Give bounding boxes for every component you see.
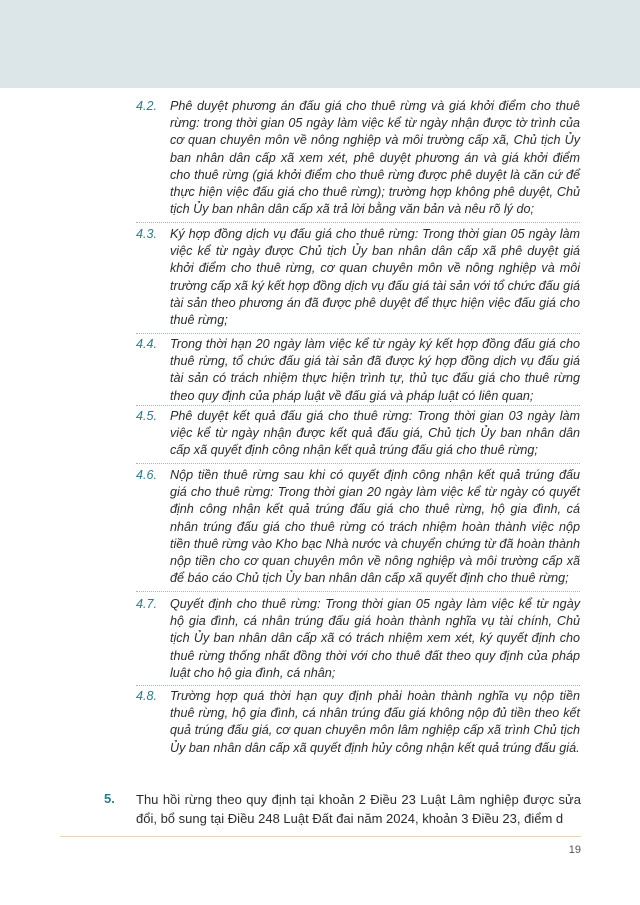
item-number: 4.3. [136, 227, 158, 241]
item-text: Trường hợp quá thời hạn quy định phải hoàn thành nghĩa vụ nộp tiền thuê rừng, hộ gia đình, cá nhân trúng đấu giá không nộp đủ tiền theo kết quả trúng đấu giá, cơ quan chuyên môn lâm nghiệp cấp xã trình Chủ tịch Ủy ban nhân dân cấp xã quyết định hủy công nhận kết quả trúng đấu giá. [170, 689, 580, 755]
item-separator [136, 685, 580, 686]
item-number: 4.7. [136, 597, 158, 611]
item-separator [136, 333, 580, 334]
item-separator [136, 463, 580, 464]
footer-divider [60, 836, 581, 837]
item-text: Thu hồi rừng theo quy định tại khoản 2 Điều 23 Luật Lâm nghiệp được sửa đổi, bổ sung tại Điều 248 Luật Đất đai năm 2024, khoản 3 Điều 23, điểm d [136, 792, 581, 826]
item-text: Nộp tiền thuê rừng sau khi có quyết định công nhận kết quả trúng đấu giá cho thuê rừng: Trong thời gian 20 ngày làm việc kể từ ngày có quyết định công nhận kết quả trúng đấu giá cho thuê rừng, hộ gia đình, cá nhân trúng đấu giá cho thuê rừng có trách nhiệm hoàn thành việc nộp tiền thuê rừng vào Kho bạc Nhà nước và chuyển chứng từ đã hoàn thành nộp tiền cho cơ quan chuyên môn về nông nghiệp và môi trường cấp xã để báo cáo Chủ tịch Ủy ban nhân dân cấp xã quyết định cho thuê rừng; [170, 468, 580, 586]
item-number: 4.8. [136, 689, 158, 703]
item-separator [136, 591, 580, 592]
item-number: 4.5. [136, 409, 158, 423]
item-number: 4.2. [136, 99, 158, 113]
page-number: 19 [568, 844, 581, 856]
header-band [0, 0, 640, 88]
item-number: 4.4. [136, 337, 158, 351]
item-text: Trong thời hạn 20 ngày làm việc kể từ ngày ký kết hợp đồng đấu giá cho thuê rừng, tổ chức đấu giá tài sản đã được ký hợp đồng dịch vụ đấu giá tài sản có trách nhiệm thực hiện trình tự, thủ tục đấu giá cho thuê rừng theo quy định của pháp luật về đấu giá và pháp luật có liên quan; [170, 337, 580, 403]
item-number: 4.6. [136, 468, 158, 482]
item-number: 5. [104, 791, 115, 806]
item-separator [136, 222, 580, 223]
item-text: Quyết định cho thuê rừng: Trong thời gian 05 ngày làm việc kể từ ngày hộ gia đình, cá nhân trúng đấu giá hoàn thành nghĩa vụ tài chính, Chủ tịch Ủy ban nhân dân cấp xã có trách nhiệm xem xét, ký quyết định cho thuê rừng thống nhất đồng thời với cho thuê đất theo quy định của pháp luật cho hộ gia đình, cá nhân; [170, 597, 580, 680]
item-text: Phê duyệt phương án đấu giá cho thuê rừng và giá khởi điểm cho thuê rừng: trong thời gian 05 ngày làm việc kể từ ngày nhận được tờ trình của cơ quan chuyên môn về nông nghiệp và môi trường cấp xã, Chủ tịch Ủy ban nhân dân cấp xã xem xét, phê duyệt phương án và giá khởi điểm cho thuê rừng (giá khởi điểm cho thuê rừng được phê duyệt là căn cứ để thực hiện việc đấu giá cho thuê rừng); trường hợp không phê duyệt, Chủ tịch Ủy ban nhân dân cấp xã trả lời bằng văn bản và nêu rõ lý do; [170, 99, 580, 217]
item-separator [136, 405, 580, 406]
item-text: Ký hợp đồng dịch vụ đấu giá cho thuê rừng: Trong thời gian 05 ngày làm việc kể từ ngày được Chủ tịch Ủy ban nhân dân cấp xã phê duyệt giá khởi điểm cho thuê rừng, cơ quan chuyên môn về nông nghiệp và môi trường cấp xã ký kết hợp đồng dịch vụ đấu giá tài sản với tổ chức đấu giá tài sản theo phương án đã được phê duyệt để thực hiện việc đấu giá cho thuê rừng; [170, 227, 580, 328]
item-text: Phê duyệt kết quả đấu giá cho thuê rừng: Trong thời gian 03 ngày làm việc kể từ ngày nhận được kết quả đấu giá, Chủ tịch Ủy ban nhân dân cấp xã quyết định công nhận kết quả trúng đấu giá cho thuê rừng; [170, 409, 580, 458]
